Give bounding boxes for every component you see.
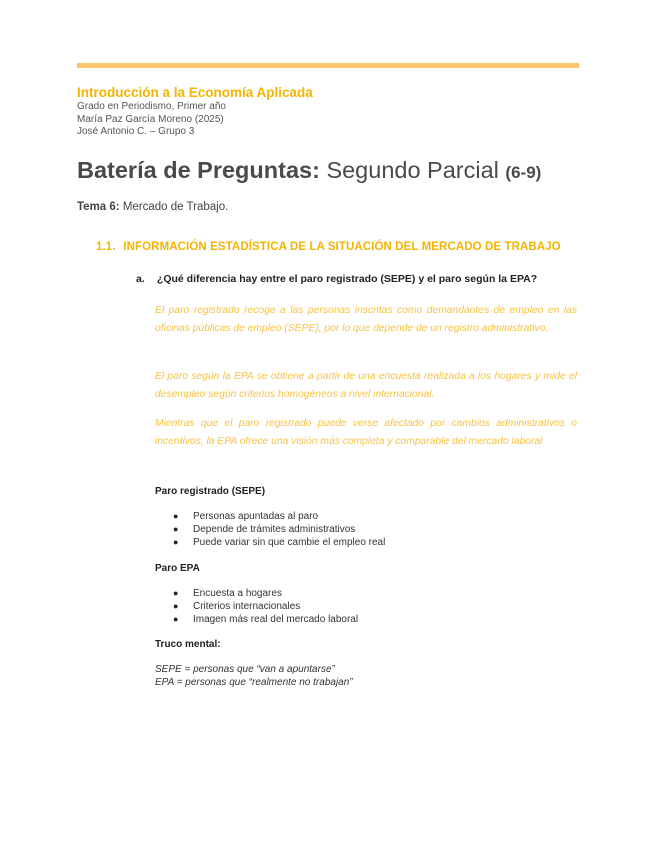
bullet-icon: ● <box>173 524 179 535</box>
meta-group: José Antonio C. – Grupo 3 <box>77 126 195 137</box>
epa-block-title: Paro EPA <box>155 563 200 574</box>
section-number: 1.1. <box>96 241 116 253</box>
question-letter: a. <box>136 273 145 285</box>
bullet-icon: ● <box>173 511 179 521</box>
list-item-text: Imagen más real del mercado laboral <box>193 614 359 626</box>
answer-paragraph <box>155 368 577 405</box>
topic-text: Mercado de Trabajo. <box>122 201 229 213</box>
list-item <box>155 536 575 549</box>
list-item <box>155 510 575 523</box>
list-item <box>155 587 575 600</box>
list-item <box>155 523 575 536</box>
epa-list <box>155 587 575 627</box>
list-item-text: Personas apuntadas al paro <box>193 511 319 522</box>
section-heading <box>96 241 561 253</box>
page-title-range: (6-9) <box>505 163 542 182</box>
list-item-text: Puede variar sin que cambie el empleo real <box>193 537 386 549</box>
list-item-text: Encuesta a hogares <box>193 588 282 599</box>
question-text: ¿Qué diferencia hay entre el paro registrado (SEPE) y el paro según la EPA? <box>156 273 538 285</box>
list-item <box>155 613 575 626</box>
list-item <box>155 600 575 613</box>
document-header <box>77 84 577 139</box>
list-item-text: Depende de trámites administrativos <box>193 524 356 536</box>
question <box>136 273 537 285</box>
sepe-list <box>155 510 575 550</box>
bullet-icon: ● <box>173 537 179 548</box>
header-rule <box>77 63 579 68</box>
truco-line: EPA = personas que “realmente no trabajan” <box>155 677 353 688</box>
truco-block-title: Truco mental: <box>155 639 221 650</box>
bullet-icon: ● <box>173 588 179 598</box>
topic-label: Tema 6: <box>77 201 120 213</box>
bullet-icon: ● <box>173 601 179 612</box>
meta-degree: Grado en Periodismo, Primer año <box>77 101 226 112</box>
section-title: INFORMACIÓN ESTADÍSTICA DE LA SITUACIÓN DEL MERCADO DE TRABAJO <box>123 241 561 253</box>
answer-text: El paro registrado recoge a las personas inscritas como demandantes de empleo en las oficinas públicas de empleo (SEPE), por lo que depende de un registro administrativo. <box>155 305 577 335</box>
answer-paragraph <box>155 302 577 339</box>
bullet-icon: ● <box>173 614 179 625</box>
course-title: Introducción a la Economía Aplicada <box>77 85 313 100</box>
topic-line <box>77 201 228 213</box>
truco-lines <box>155 663 575 689</box>
page-title-main: Batería de Preguntas: <box>77 157 320 183</box>
list-item-text: Criterios internacionales <box>193 601 301 613</box>
answer-text: El paro según la EPA se obtiene a partir de una encuesta realizada a los hogares y mide el desempleo según criterios homogéneos a nivel internacional. <box>155 371 577 401</box>
page-title-sub: Segundo Parcial <box>326 157 499 183</box>
truco-line: SEPE = personas que “van a apuntarse” <box>155 664 335 675</box>
answer-text: Mientras que el paro registrado puede verse afectado por cambios administrativos o incentivos, la EPA ofrece una visión más completa y comparable del mercado laboral <box>155 418 577 448</box>
page-title <box>77 155 541 188</box>
answer-paragraph <box>155 415 577 452</box>
meta-author: María Paz García Moreno (2025) <box>77 113 224 125</box>
sepe-block-title: Paro registrado (SEPE) <box>155 486 266 497</box>
